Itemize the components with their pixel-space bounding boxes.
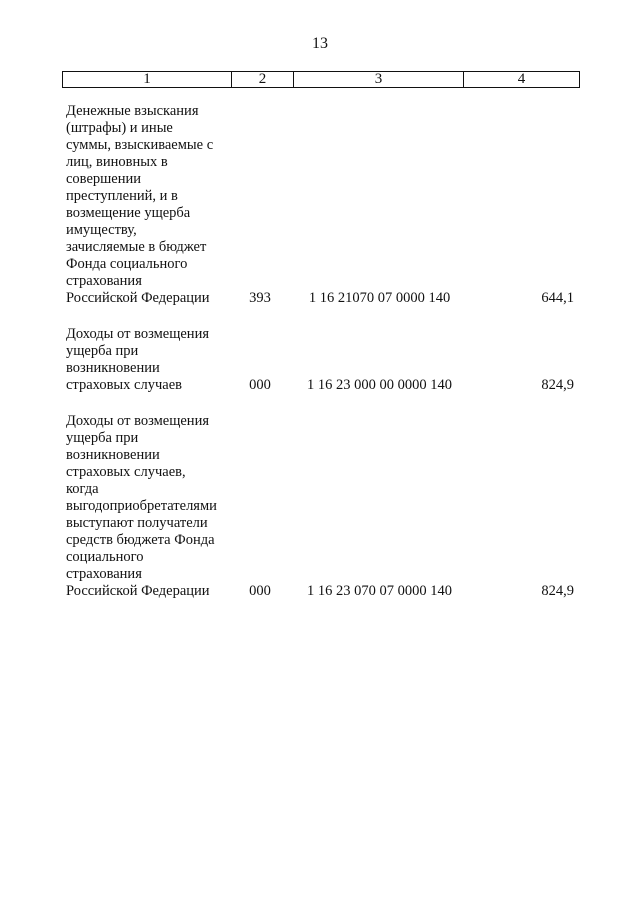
table-body <box>0 103 640 619</box>
header-cell-3: 3 <box>294 72 464 87</box>
page-number: 13 <box>312 35 328 52</box>
row-admin-code: 393 <box>249 290 271 306</box>
table-row <box>0 103 640 307</box>
row-admin-code: 000 <box>249 377 271 393</box>
row-budget-code: 1 16 21070 07 0000 140 <box>308 290 451 306</box>
row-amount: 824,9 <box>541 583 574 599</box>
header-cell-2: 2 <box>232 72 294 87</box>
row-admin-code: 000 <box>249 583 271 599</box>
row-budget-code: 1 16 23 070 07 0000 140 <box>307 583 452 599</box>
row-amount: 644,1 <box>541 290 574 306</box>
table-row <box>0 413 640 600</box>
row-description: Доходы от возмещения ущерба при возникновении страховых случаев <box>66 326 209 393</box>
row-description: Денежные взыскания (штрафы) и иные суммы, взыскиваемые с лиц, виновных в совершении преступлений, и в возмещение ущерба имуществу, зачисляемые в бюджет Фонда социального страхования Российской Федерации <box>66 103 214 306</box>
row-description: Доходы от возмещения ущерба при возникновении страховых случаев, когда выгодоприобретателями выступают получатели средств бюджета Фонда социального страхования Российской Федерации <box>66 413 217 599</box>
header-cell-4: 4 <box>517 71 526 87</box>
header-cell-1: 1 <box>63 72 232 87</box>
row-budget-code: 1 16 23 000 00 0000 140 <box>307 377 452 393</box>
row-amount: 824,9 <box>541 377 574 393</box>
table-header <box>62 71 580 88</box>
table-row <box>0 326 640 394</box>
